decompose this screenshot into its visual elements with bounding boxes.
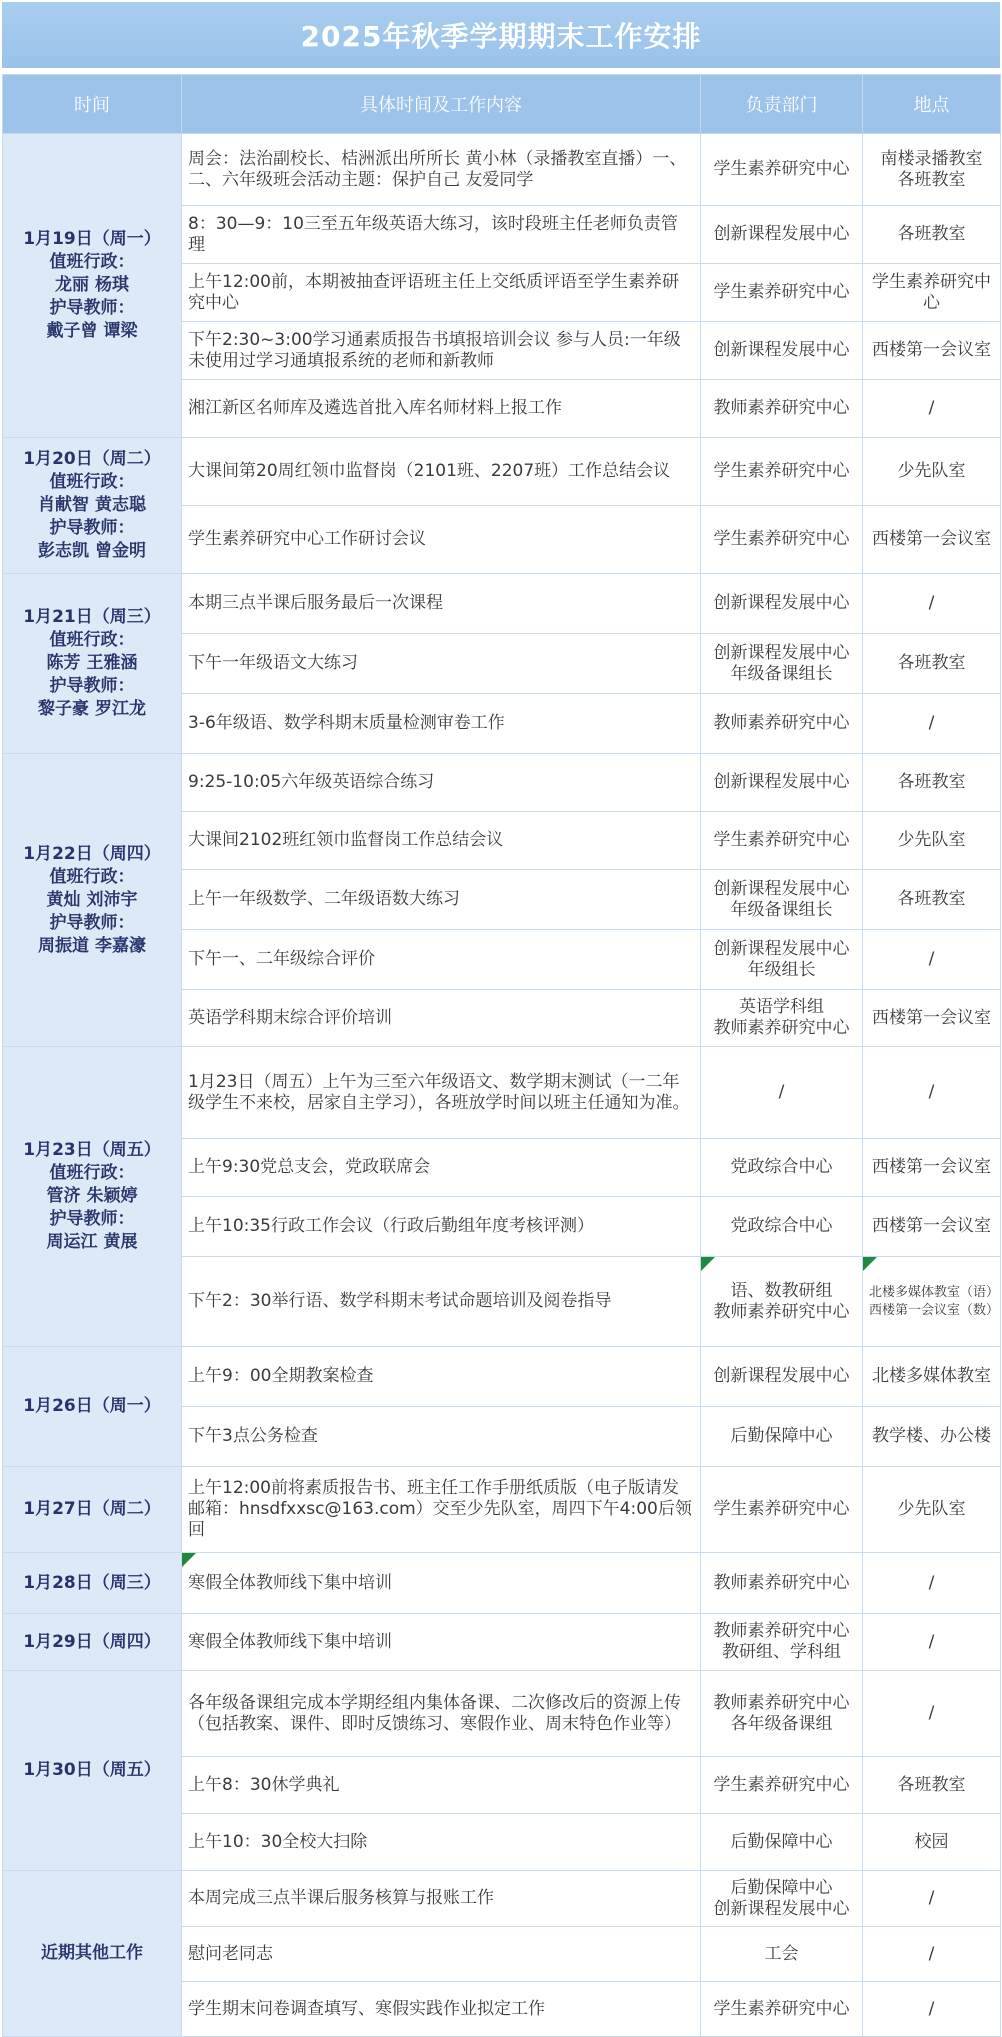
task-content-cell: 寒假全体教师线下集中培训	[182, 1614, 701, 1671]
task-content-cell: 学生期末问卷调查填写、寒假实践作业拟定工作	[182, 1982, 701, 2037]
date-line: 彭志凯 曾金明	[38, 541, 146, 561]
dept-cell	[701, 1553, 863, 1614]
date-line: 1月26日（周一）	[23, 1396, 161, 1416]
location-cell	[863, 694, 1001, 754]
location-cell	[863, 1614, 1001, 1671]
header-time: 时间	[3, 75, 182, 134]
location-line: 各班教室	[897, 653, 966, 673]
date-line: 1月19日（周一）	[23, 229, 161, 249]
dept-cell	[701, 506, 863, 574]
date-line: 护导教师：	[49, 518, 135, 538]
location-cell	[863, 1347, 1001, 1407]
dept-line: 教师素养研究中心	[713, 1572, 850, 1593]
date-cell	[3, 438, 182, 574]
dept-line: 党政综合中心	[730, 1216, 833, 1236]
task-content-cell: 寒假全体教师线下集中培训	[182, 1553, 701, 1614]
table-row	[3, 1047, 1001, 1139]
location-line: 西楼第一会议室（数）	[869, 1302, 1000, 1318]
dept-line: 学生素养研究中心	[713, 1499, 850, 1519]
task-content-cell: 本周完成三点半课后服务核算与报账工作	[182, 1871, 701, 1927]
task-content-cell: 上午9:30党总支会，党政联席会	[182, 1139, 701, 1197]
location-cell	[863, 1757, 1001, 1814]
dept-cell	[701, 1671, 863, 1757]
location-cell	[863, 870, 1001, 930]
location-cell	[863, 634, 1001, 694]
dept-line: 教师素养研究中心	[713, 1018, 850, 1038]
task-content-cell: 大课间2102班红领巾监督岗工作总结会议	[182, 812, 701, 870]
date-line: 周运江 黄展	[46, 1232, 138, 1252]
task-content-cell: 下午一年级语文大练习	[182, 634, 701, 694]
dept-cell	[701, 574, 863, 634]
date-line: 值班行政：	[49, 472, 135, 492]
location-cell	[863, 930, 1001, 990]
location-cell	[863, 574, 1001, 634]
task-content-cell: 9:25-10:05六年级英语综合练习	[182, 754, 701, 812]
dept-line: 年级备课组长	[730, 899, 833, 920]
table-row	[3, 1871, 1001, 1927]
date-line: 近期其他工作	[41, 1943, 143, 1963]
table-row	[3, 574, 1001, 634]
location-cell	[863, 1553, 1001, 1614]
location-cell	[863, 754, 1001, 812]
dept-line: 创新课程发展中心	[713, 593, 850, 613]
header-location: 地点	[863, 75, 1001, 134]
date-cell	[3, 134, 182, 438]
task-content-cell: 3-6年级语、数学科期末质量检测审卷工作	[182, 694, 701, 754]
task-content-cell: 慰问老同志	[182, 1927, 701, 1982]
location-cell	[863, 1139, 1001, 1197]
dept-line: 创新课程发展中心	[713, 642, 850, 663]
dept-line: 英语学科组	[739, 997, 824, 1017]
location-line: /	[928, 1082, 935, 1102]
task-content-cell: 下午2:30~3:00学习通素质报告书填报培训会议 参与人员:一年级未使用过学习通填报系统的老师和新教师	[182, 322, 701, 380]
dept-line: 创新课程发展中心	[713, 340, 850, 360]
date-cell	[3, 574, 182, 754]
date-line: 陈芳 王雅涵	[46, 653, 138, 673]
location-cell	[863, 506, 1001, 574]
dept-line: 创新课程发展中心	[713, 938, 850, 959]
dept-cell	[701, 322, 863, 380]
location-line: 校园	[914, 1831, 949, 1852]
date-line: 1月30日（周五）	[23, 1760, 161, 1780]
location-line: 少先队室	[897, 830, 966, 850]
task-content-cell: 学生素养研究中心工作研讨会议	[182, 506, 701, 574]
location-line: 西楼第一会议室	[872, 340, 991, 360]
date-line: 护导教师：	[49, 676, 135, 696]
date-line: 值班行政：	[49, 252, 135, 272]
dept-cell	[701, 1197, 863, 1257]
location-cell	[863, 206, 1001, 264]
dept-line: 创新课程发展中心	[713, 772, 850, 792]
dept-line: 年级组长	[747, 959, 816, 980]
location-cell	[863, 1671, 1001, 1757]
date-line: 戴子曾 谭梁	[46, 321, 138, 341]
location-line: 学生素养研究中心	[872, 271, 991, 313]
task-content-cell: 上午8：30休学典礼	[182, 1757, 701, 1814]
location-cell	[863, 322, 1001, 380]
location-cell	[863, 1814, 1001, 1871]
dept-line: 学生素养研究中心	[713, 282, 850, 302]
location-line: 西楼第一会议室	[872, 529, 991, 549]
location-line: 少先队室	[897, 461, 966, 481]
dept-cell	[701, 1467, 863, 1553]
dept-line: 教师素养研究中心	[713, 713, 850, 733]
location-line: /	[928, 949, 935, 969]
dept-cell	[701, 634, 863, 694]
dept-cell	[701, 134, 863, 206]
task-content-cell: 大课间第20周红领巾监督岗（2101班、2207班）工作总结会议	[182, 438, 701, 506]
dept-line: 教师素养研究中心	[713, 1621, 850, 1641]
dept-line: 后勤保障中心	[730, 1831, 833, 1852]
dept-cell	[701, 438, 863, 506]
dept-cell	[701, 1257, 863, 1347]
location-line: /	[928, 1631, 935, 1652]
location-line: /	[928, 713, 935, 733]
location-cell	[863, 1047, 1001, 1139]
location-cell	[863, 134, 1001, 206]
location-line: /	[928, 1888, 935, 1908]
dept-cell	[701, 1407, 863, 1467]
dept-cell	[701, 1982, 863, 2037]
dept-line: 教研组、学科组	[722, 1642, 841, 1662]
location-line: 南楼录播教室	[880, 148, 983, 169]
schedule-table	[2, 74, 1001, 2037]
location-cell	[863, 1407, 1001, 1467]
location-line: /	[928, 593, 935, 613]
dept-line: 学生素养研究中心	[713, 1774, 850, 1795]
dept-cell	[701, 380, 863, 438]
location-line: 北楼多媒体教室	[872, 1366, 991, 1386]
dept-line: 学生素养研究中心	[713, 830, 850, 850]
date-line: 黎子豪 罗江龙	[38, 699, 146, 719]
location-line: 西楼第一会议室	[872, 1157, 991, 1177]
location-cell	[863, 1467, 1001, 1553]
date-line: 龙丽 杨琪	[55, 275, 129, 295]
date-line: 1月27日（周二）	[23, 1499, 161, 1519]
location-cell	[863, 1257, 1001, 1347]
location-cell	[863, 812, 1001, 870]
table-row	[3, 134, 1001, 206]
date-line: 管济 朱颖婷	[46, 1186, 138, 1206]
dept-cell	[701, 1814, 863, 1871]
task-content-cell: 上午10:35行政工作会议（行政后勤组年度考核评测）	[182, 1197, 701, 1257]
date-line: 值班行政：	[49, 630, 135, 650]
dept-cell	[701, 812, 863, 870]
location-line: /	[928, 1572, 935, 1593]
dept-line: 各年级备课组	[730, 1713, 833, 1734]
dept-cell	[701, 206, 863, 264]
dept-line: 年级备课组长	[730, 663, 833, 684]
table-body	[3, 134, 1001, 2037]
date-cell	[3, 754, 182, 1047]
dept-line: 学生素养研究中心	[713, 529, 850, 549]
dept-line: 后勤保障中心	[730, 1877, 833, 1898]
task-content-cell: 下午一、二年级综合评价	[182, 930, 701, 990]
date-line: 值班行政：	[49, 866, 135, 887]
date-cell	[3, 1671, 182, 1871]
dept-cell	[701, 870, 863, 930]
dept-cell	[701, 930, 863, 990]
date-line: 1月20日（周二）	[23, 449, 161, 469]
dept-cell	[701, 264, 863, 322]
dept-line: 语、数教研组	[730, 1280, 833, 1301]
dept-line: 创新课程发展中心	[713, 224, 850, 244]
dept-cell	[701, 1347, 863, 1407]
header-dept: 负责部门	[701, 75, 863, 134]
date-cell	[3, 1614, 182, 1671]
location-line: 教学楼、办公楼	[872, 1426, 991, 1446]
dept-line: 教师素养研究中心	[713, 398, 850, 418]
dept-line: 学生素养研究中心	[713, 461, 850, 481]
task-content-cell: 8：30—9：10三至五年级英语大练习，该时段班主任老师负责管理	[182, 206, 701, 264]
date-cell	[3, 1871, 182, 2037]
location-line: 少先队室	[897, 1499, 966, 1519]
table-row	[3, 1467, 1001, 1553]
task-content-cell: 下午2：30举行语、数学科期末考试命题培训及阅卷指导	[182, 1257, 701, 1347]
dept-line: 学生素养研究中心	[713, 1998, 850, 2019]
table-row	[3, 438, 1001, 506]
table-row	[3, 754, 1001, 812]
location-line: /	[928, 1943, 935, 1964]
table-row	[3, 1614, 1001, 1671]
date-line: 护导教师：	[49, 298, 135, 318]
date-line: 护导教师：	[49, 1209, 135, 1229]
dept-cell	[701, 1047, 863, 1139]
task-content-cell: 周会：法治副校长、桔洲派出所所长 黄小林（录播教室直播）一、二、六年级班会活动主题：保护自己 友爱同学	[182, 134, 701, 206]
table-row	[3, 1671, 1001, 1757]
date-cell	[3, 1467, 182, 1553]
location-line: 西楼第一会议室	[872, 1007, 991, 1028]
location-line: /	[928, 398, 935, 418]
dept-line: 创新课程发展中心	[713, 878, 850, 899]
dept-cell	[701, 694, 863, 754]
date-line: 1月23日（周五）	[23, 1140, 161, 1160]
date-line: 1月29日（周四）	[23, 1631, 161, 1652]
task-content-cell: 湘江新区名师库及遴选首批入库名师材料上报工作	[182, 380, 701, 438]
location-line: /	[928, 1998, 935, 2019]
task-content-cell: 上午12:00前，本期被抽查评语班主任上交纸质评语至学生素养研究中心	[182, 264, 701, 322]
location-cell	[863, 1197, 1001, 1257]
dept-cell	[701, 754, 863, 812]
dept-cell	[701, 1614, 863, 1671]
task-content-cell: 上午一年级数学、二年级语数大练习	[182, 870, 701, 930]
date-cell	[3, 1553, 182, 1614]
date-cell	[3, 1347, 182, 1467]
dept-line: 创新课程发展中心	[713, 1898, 850, 1919]
table-row	[3, 1347, 1001, 1407]
task-content-cell: 本期三点半课后服务最后一次课程	[182, 574, 701, 634]
page-title: 2025年秋季学期期末工作安排	[2, 2, 1000, 68]
task-content-cell: 上午12:00前将素质报告书、班主任工作手册纸质版（电子版请发邮箱：hnsdfxxsc@163.com）交至少先队室，周四下午4:00后领回	[182, 1467, 701, 1553]
location-line: 各班教室	[897, 772, 966, 792]
location-line: 各班教室	[897, 224, 966, 244]
dept-line: 后勤保障中心	[730, 1426, 833, 1446]
table-row	[3, 1553, 1001, 1614]
location-cell	[863, 264, 1001, 322]
table-header-row	[3, 75, 1001, 134]
location-cell	[863, 1927, 1001, 1982]
location-line: 各班教室	[897, 169, 966, 190]
task-content-cell: 各年级备课组完成本学期经组内集体备课、二次修改后的资源上传（包括教案、课件、即时反馈练习、寒假作业、周末特色作业等）	[182, 1671, 701, 1757]
location-line: /	[928, 1703, 935, 1723]
date-line: 1月28日（周三）	[23, 1572, 161, 1593]
dept-line: 教师素养研究中心	[713, 1301, 850, 1322]
location-line: 各班教室	[897, 1774, 966, 1795]
header-content: 具体时间及工作内容	[182, 75, 701, 134]
task-content-cell: 下午3点公务检查	[182, 1407, 701, 1467]
dept-line: 创新课程发展中心	[713, 1366, 850, 1386]
date-line: 值班行政：	[49, 1163, 135, 1183]
task-content-cell: 上午10：30全校大扫除	[182, 1814, 701, 1871]
dept-line: 工会	[764, 1943, 799, 1964]
dept-cell	[701, 1757, 863, 1814]
location-cell	[863, 438, 1001, 506]
dept-cell	[701, 1927, 863, 1982]
location-line: 北楼多媒体教室（语）	[869, 1284, 1000, 1300]
dept-cell	[701, 990, 863, 1047]
date-line: 肖献智 黄志聪	[38, 495, 146, 515]
task-content-cell: 1月23日（周五）上午为三至六年级语文、数学期末测试（一二年级学生不来校，居家自主学习），各班放学时间以班主任通知为准。	[182, 1047, 701, 1139]
date-line: 1月21日（周三）	[23, 607, 161, 627]
location-cell	[863, 380, 1001, 438]
location-line: 各班教室	[897, 889, 966, 909]
dept-line: 党政综合中心	[730, 1157, 833, 1177]
location-cell	[863, 990, 1001, 1047]
dept-cell	[701, 1139, 863, 1197]
date-line: 黄灿 刘沛宇	[46, 889, 138, 910]
task-content-cell: 英语学科期末综合评价培训	[182, 990, 701, 1047]
task-content-cell: 上午9：00全期教案检查	[182, 1347, 701, 1407]
date-line: 周振道 李嘉濠	[38, 935, 146, 956]
location-line: 西楼第一会议室	[872, 1216, 991, 1236]
location-cell	[863, 1871, 1001, 1927]
location-cell	[863, 1982, 1001, 2037]
date-line: 护导教师：	[49, 912, 135, 933]
dept-cell	[701, 1871, 863, 1927]
dept-line: 教师素养研究中心	[713, 1692, 850, 1713]
date-cell	[3, 1047, 182, 1347]
dept-line: /	[778, 1082, 785, 1102]
dept-line: 学生素养研究中心	[713, 159, 850, 179]
date-line: 1月22日（周四）	[23, 843, 161, 864]
